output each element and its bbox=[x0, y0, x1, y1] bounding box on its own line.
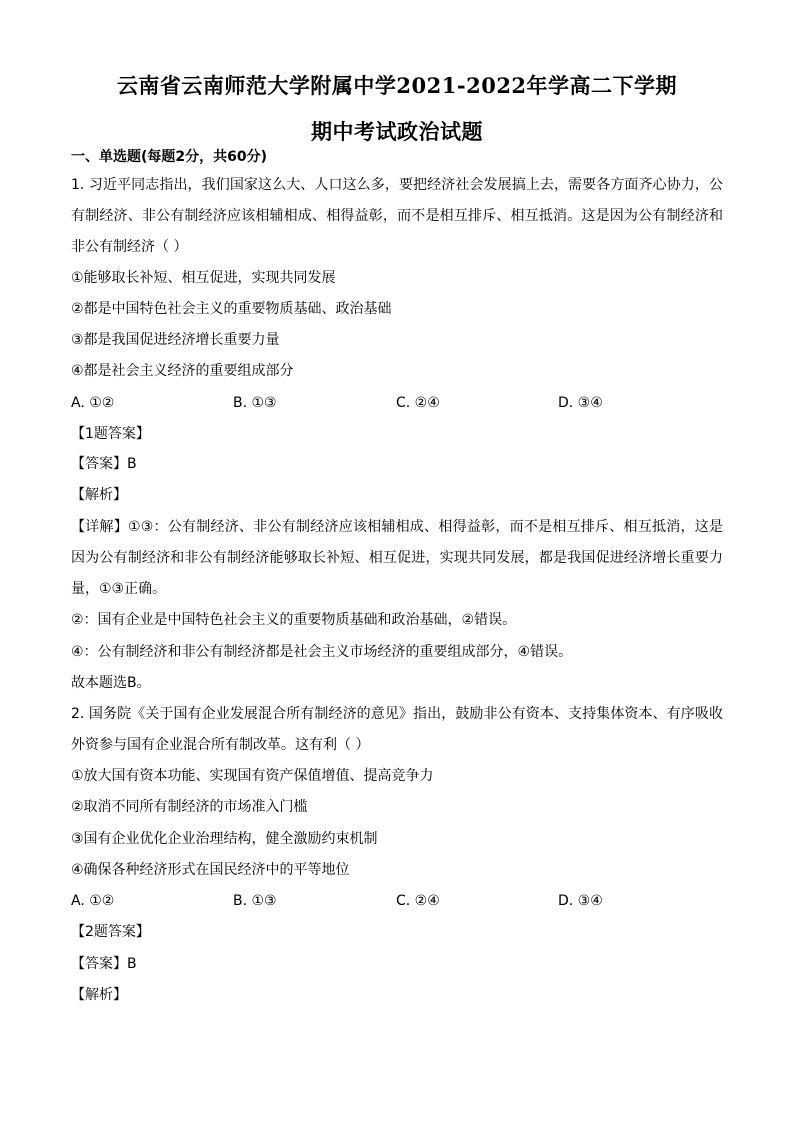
q1-option-d: D. ③④ bbox=[558, 395, 603, 411]
q1-item-3: ③都是我国促进经济增长重要力量 bbox=[71, 332, 280, 348]
q1-option-c: C. ②④ bbox=[396, 395, 440, 411]
q2-option-b: B. ①③ bbox=[233, 893, 277, 909]
q2-item-3: ③国有企业优化企业治理结构，健全激励约束机制 bbox=[71, 831, 378, 847]
q2-option-d: D. ③④ bbox=[558, 893, 603, 909]
q1-detail-line1: 【详解】①③：公有制经济、非公有制经济应该相辅相成、相得益彰，而不是相互排斥、相互抵消，这是 bbox=[71, 519, 723, 535]
q1-item-1: ①能够取长补短、相互促进，实现共同发展 bbox=[71, 270, 336, 286]
q1-stem-line1: 1. 习近平同志指出，我们国家这么大、人口这么多，要把经济社会发展搞上去，需要各方面齐心协力，公 bbox=[71, 177, 723, 193]
q1-stem-line2: 有制经济、非公有制经济应该相辅相成、相得益彰，而不是相互排斥、相互抵消。这是因为公有制经济和 bbox=[71, 208, 723, 224]
q2-item-4: ④确保各种经济形式在国民经济中的平等地位 bbox=[71, 862, 350, 878]
q1-option-b: B. ①③ bbox=[233, 395, 277, 411]
section-heading: 一、单选题(每题2分，共60分) bbox=[71, 149, 268, 165]
q1-item-2: ②都是中国特色社会主义的重要物质基础、政治基础 bbox=[71, 301, 392, 317]
q1-detail-line3: 量，①③正确。 bbox=[71, 581, 167, 597]
q1-analysis-heading: 【解析】 bbox=[71, 487, 127, 503]
q2-option-c: C. ②④ bbox=[396, 893, 440, 909]
q1-options bbox=[71, 393, 723, 413]
q1-stem-line3: 非公有制经济（ ） bbox=[71, 239, 188, 255]
q1-option-a: A. ①② bbox=[71, 395, 115, 411]
q1-detail-line5: ④：公有制经济和非公有制经济都是社会主义市场经济的重要组成部分，④错误。 bbox=[71, 644, 573, 660]
q1-detail-line2: 因为公有制经济和非公有制经济能够取长补短、相互促进，实现共同发展，都是我国促进经济增长重要力 bbox=[71, 550, 723, 566]
q1-conclusion: 故本题选B。 bbox=[71, 675, 151, 691]
q2-analysis-heading: 【解析】 bbox=[71, 987, 127, 1003]
q2-answer: 【答案】B bbox=[71, 956, 137, 972]
q2-option-a: A. ①② bbox=[71, 893, 115, 909]
document-title-line2: 期中考试政治试题 bbox=[311, 119, 483, 144]
q1-answer-heading: 【1题答案】 bbox=[71, 426, 150, 442]
q1-item-4: ④都是社会主义经济的重要组成部分 bbox=[71, 363, 294, 379]
q2-item-2: ②取消不同所有制经济的市场准入门槛 bbox=[71, 799, 308, 815]
q2-stem-line1: 2. 国务院《关于国有企业发展混合所有制经济的意见》指出，鼓励非公有资本、支持集体资本、有序吸收 bbox=[71, 706, 723, 722]
q1-detail-line4: ②：国有企业是中国特色社会主义的重要物质基础和政治基础，②错误。 bbox=[71, 612, 517, 628]
q2-options bbox=[71, 891, 723, 911]
q2-item-1: ①放大国有资本功能、实现国有资产保值增值、提高竞争力 bbox=[71, 768, 434, 784]
q2-stem-line2: 外资参与国有企业混合所有制改革。这有利（ ） bbox=[71, 737, 370, 753]
q1-answer: 【答案】B bbox=[71, 456, 137, 472]
document-title-line1: 云南省云南师范大学附属中学2021-2022年学高二下学期 bbox=[116, 73, 678, 98]
q2-answer-heading: 【2题答案】 bbox=[71, 924, 150, 940]
